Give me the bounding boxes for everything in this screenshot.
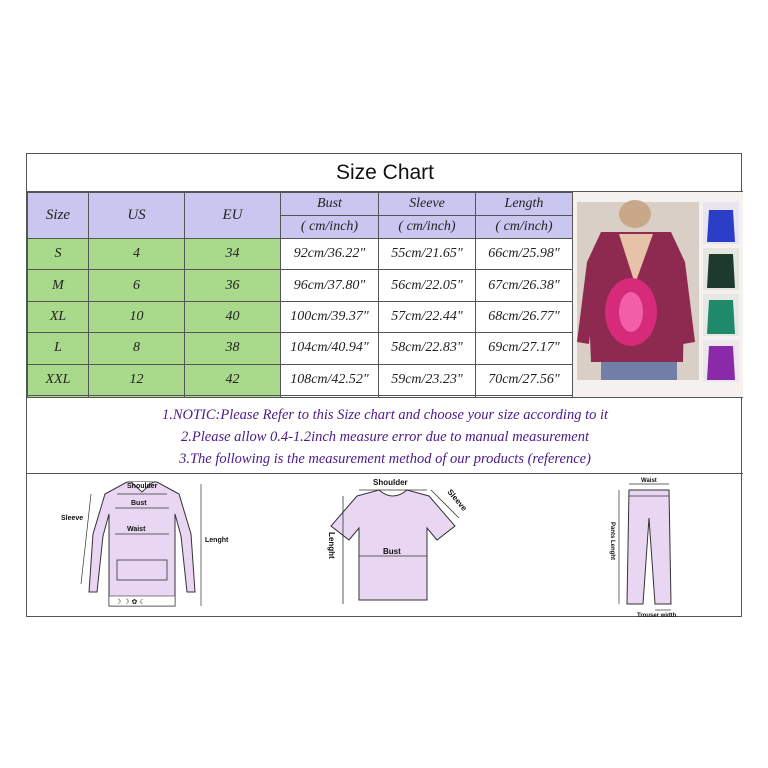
note-1: 1.NOTIC:Please Refer to this Size chart and choose your size according to it [161,407,609,423]
cell-size: M [28,270,89,301]
pants-label-length: Pants Lenght [609,522,615,561]
cell-bust: 92cm/36.22" [281,239,379,270]
cell-size: S [28,239,89,270]
pants-label-trouser-width: Trouser width [637,613,677,618]
cell-eu: 34 [185,239,281,270]
table-header-row [28,193,573,216]
cell-us: 8 [89,333,185,364]
pants-diagram [597,474,727,618]
table-row [28,301,573,332]
model-main-image [577,200,699,380]
cell-eu: 38 [185,333,281,364]
cell-sleeve: 55cm/21.65" [379,239,476,270]
cell-eu: 36 [185,270,281,301]
svg-text:☽ ☽ ✿ ☾: ☽ ☽ ✿ ☾ [115,599,146,606]
cell-sleeve: 58cm/22.83" [379,333,476,364]
dress-label-length: Lenght [205,537,229,544]
header-size: Size [28,193,89,239]
unit-bust: ( cm/inch) [281,216,379,239]
cell-bust: 100cm/39.37" [281,301,379,332]
header-eu: EU [185,193,281,239]
dress-label-waist: Waist [127,526,146,533]
cell-us: 4 [89,239,185,270]
cell-size: XXL [28,364,89,395]
tshirt-diagram [307,474,477,618]
table-row [28,270,573,301]
header-length: Length [476,193,573,216]
size-chart-frame [26,153,742,617]
tshirt-label-sleeve: Sleeve [445,487,469,513]
cell-length: 66cm/25.98" [476,239,573,270]
cell-length: 68cm/26.77" [476,301,573,332]
size-table [27,192,573,398]
dress-label-bust: Bust [131,500,147,507]
unit-length: ( cm/inch) [476,216,573,239]
measurement-diagrams [27,474,743,618]
cell-us: 6 [89,270,185,301]
size-chart-title: Size Chart [27,154,743,192]
header-bust: Bust [281,193,379,216]
tshirt-label-bust: Bust [383,547,401,556]
note-2: 2.Please allow 0.4-1.2inch measure error due to manual measurement [181,429,589,445]
cell-size: XL [28,301,89,332]
cell-length: 67cm/26.38" [476,270,573,301]
cell-bust: 96cm/37.80" [281,270,379,301]
cell-length: 70cm/27.56" [476,364,573,395]
table-row [28,333,573,364]
dress-label-shoulder: Shoulder [127,483,158,490]
product-photo-illustration [573,192,743,397]
cell-us: 12 [89,364,185,395]
unit-sleeve: ( cm/inch) [379,216,476,239]
cell-length: 69cm/27.17" [476,333,573,364]
cell-sleeve: 57cm/22.44" [379,301,476,332]
cell-eu: 40 [185,301,281,332]
header-us: US [89,193,185,239]
size-notes [27,398,743,474]
note-3: 3.The following is the measurement method of our products (reference) [179,451,591,467]
cell-sleeve: 59cm/23.23" [379,364,476,395]
cell-bust: 108cm/42.52" [281,364,379,395]
tshirt-label-shoulder: Shoulder [373,478,408,487]
cell-sleeve: 56cm/22.05" [379,270,476,301]
header-sleeve: Sleeve [379,193,476,216]
cell-bust: 104cm/40.94" [281,333,379,364]
dress-diagram [57,474,237,618]
cell-eu: 42 [185,364,281,395]
cell-size: L [28,333,89,364]
tshirt-label-length: Lenght [327,532,336,559]
product-photo [572,192,743,398]
cell-us: 10 [89,301,185,332]
pants-label-waist: Waist [641,478,657,484]
table-row [28,364,573,395]
table-row [28,239,573,270]
dress-label-sleeve: Sleeve [61,515,84,522]
